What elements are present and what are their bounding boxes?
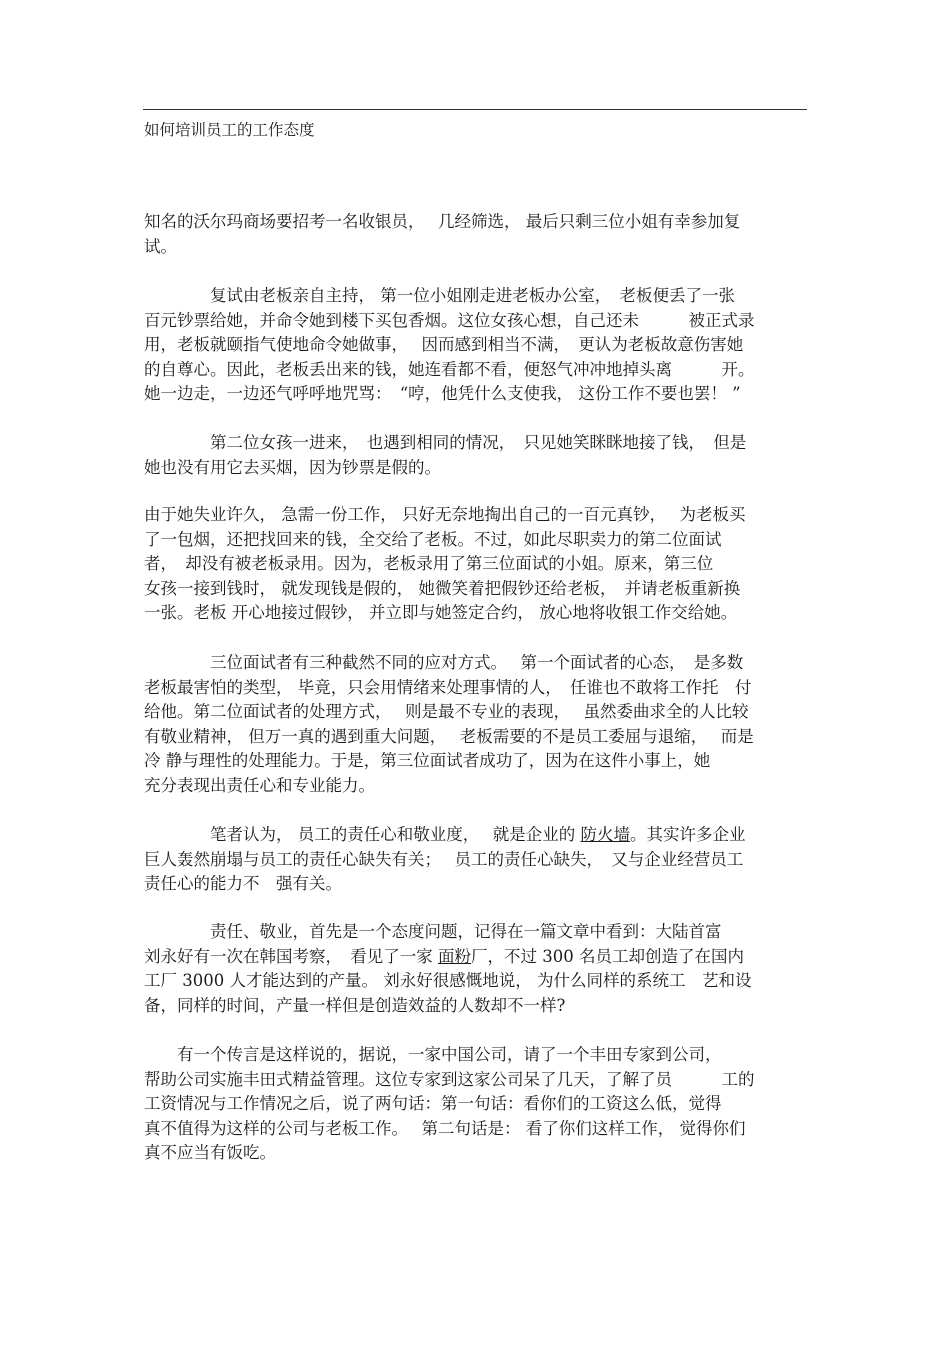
text-line: 用，老板就颐指气使地命令她做事， 因而感到相当不满， 更认为老板故意伤害她 (144, 335, 744, 355)
text-line: 第二位女孩一进来， 也遇到相同的情况， 只见她笑眯眯地接了钱， 但是 (144, 433, 747, 452)
paragraph-6 (144, 823, 746, 897)
inline-link[interactable]: 面粉 (438, 946, 471, 966)
text-line: 帮助公司实施丰田式精益管理。这位专家到这家公司呆了几天，了解了员 工的 (144, 1069, 755, 1089)
text-line: 责任、敬业，首先是一个态度问题，记得在一篇文章中看到：大陆首富 (144, 922, 722, 941)
text-line: 充分表现出责任心和专业能力。 (144, 775, 375, 795)
paragraph-7 (144, 920, 751, 1018)
text-line (144, 823, 746, 848)
text-line: 巨人轰然崩塌与员工的责任心缺失有关； 员工的责任心缺失， 又与企业经营员工 (144, 849, 744, 869)
inline-link[interactable]: 防火墙 (580, 825, 630, 844)
text-line: 真不值得为这样的公司与老板工作。 第二句话是： 看了你们这样工作， 觉得你们 (144, 1118, 746, 1138)
text-line: 工厂 3000 人才能达到的产量。 刘永好很感慨地说， 为什么同样的系统工 艺和设 (144, 971, 752, 991)
text-segment: 笔者认为， 员工的责任心和敬业度， 就是企业的 (144, 825, 581, 844)
text-line: 了一包烟，还把找回来的钱，全交给了老板。不过，如此尽职卖力的第二位面试 (144, 529, 722, 549)
text-line: 者， 却没有被老板录用。因为，老板录用了第三位面试的小姐。原来，第三位 (144, 554, 714, 574)
text-line: 一张。老板 开心地接过假钞， 并立即与她签定合约， 放心地将收银工作交给她。 (144, 603, 738, 623)
text-line: 女孩一接到钱时， 就发现钱是假的， 她微笑着把假钞还给老板， 并请老板重新换 (144, 578, 741, 598)
paragraph-3 (144, 431, 746, 480)
text-line: 备，同样的时间，产量一样但是创造效益的人数却不一样? (144, 995, 566, 1015)
text-line: 真不应当有饭吃。 (144, 1143, 276, 1163)
text-line: 试。 (144, 236, 177, 256)
paragraph-5 (144, 651, 754, 799)
text-segment: 。其实许多企业 (630, 825, 746, 844)
text-segment: 刘永好有一次在韩国考察， 看见了一家 (144, 946, 438, 966)
header-rule (143, 109, 807, 110)
text-line: 她也没有用它去买烟，因为钞票是假的。 (144, 457, 441, 477)
text-line: 百元钞票给她，并命令她到楼下买包香烟。这位女孩心想，自己还未 被正式录 (144, 310, 755, 330)
text-line: 的自尊心。因此，老板丢出来的钱，她连看都不看，便怒气冲冲地掉头离 开。 (144, 359, 755, 379)
text-line: 由于她失业许久， 急需一份工作， 只好无奈地掏出自己的一百元真钞， 为老板买 (144, 505, 746, 524)
paragraph-8 (144, 1043, 755, 1166)
text-line: 老板最害怕的类型， 毕竟，只会用情绪来处理事情的人， 任谁也不敢将工作托 付 (144, 677, 752, 697)
text-line: 有敬业精神， 但万一真的遇到重大问题， 老板需要的不是员工委屈与退缩， 而是 (144, 726, 754, 746)
text-segment: 厂，不过 300 名员工却创造了在国内 (471, 946, 744, 966)
document-title: 如何培训员工的工作态度 (144, 121, 315, 139)
text-line (144, 945, 751, 970)
text-line: 责任心的能力不 强有关。 (144, 874, 342, 894)
text-line: 给他。第二位面试者的处理方式， 则是最不专业的表现， 虽然委曲求全的人比较 (144, 702, 749, 722)
text-line: 工资情况与工作情况之后，说了两句话：第一句话：看你们的工资这么低，觉得 (144, 1094, 722, 1114)
text-line: 有一个传言是这样说的，据说，一家中国公司，请了一个丰田专家到公司， (144, 1045, 722, 1064)
text-line: 知名的沃尔玛商场要招考一名收银员， 几经筛选， 最后只剩三位小姐有幸参加复 (144, 212, 741, 231)
text-line: 冷 静与理性的处理能力。于是，第三位面试者成功了，因为在这件小事上，她 (144, 751, 711, 771)
paragraph-2 (144, 284, 755, 407)
paragraph-1 (144, 210, 740, 259)
text-line: 复试由老板亲自主持， 第一位小姐刚走进老板办公室， 老板便丢了一张 (144, 286, 735, 305)
text-line: 三位面试者有三种截然不同的应对方式。 第一个面试者的心态， 是多数 (144, 653, 744, 672)
paragraph-4 (144, 503, 746, 626)
text-line: 她一边走，一边还气呼呼地咒骂： “哼，他凭什么支使我， 这份工作不要也罢！ ” (144, 384, 741, 404)
